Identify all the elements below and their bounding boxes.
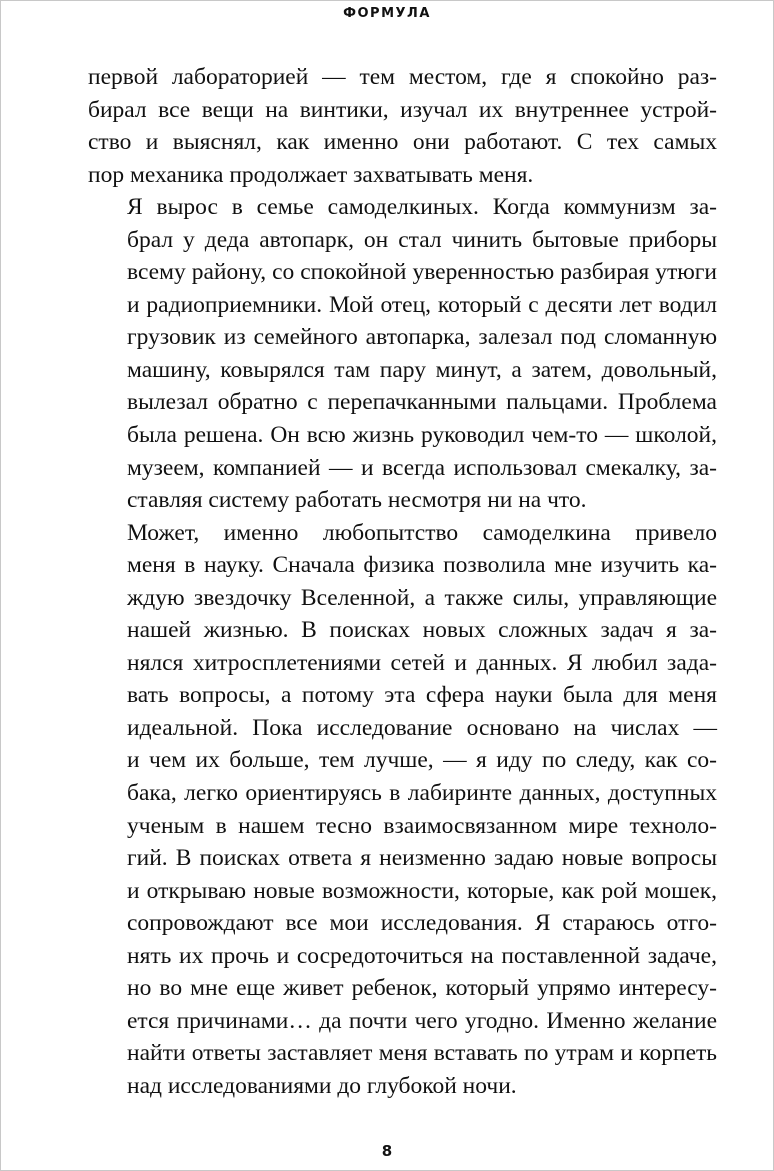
text-line: пор механика продолжает захватывать меня. (88, 161, 534, 188)
text-line: нялся хитросплетениями сетей и данных. Я любил зада- (127, 649, 717, 676)
text-line: ется причинами… да почти чего угодно. Именно желание (127, 1007, 717, 1034)
text-line: гий. В поисках ответа я неизменно задаю новые вопросы (127, 845, 717, 872)
text-line: ждую звездочку Вселенной, а также силы, управляющие (127, 584, 717, 611)
text-line: музеем, компанией — и всегда использовал смекалку, за- (127, 454, 717, 481)
text-line: и чем их больше, тем лучше, — я иду по следу, как со- (127, 747, 717, 774)
text-line: грузовик из семейного автопарка, залезал под сломанную (127, 324, 717, 351)
text-line: вылезал обратно с перепачканными пальцами. Проблема (127, 389, 717, 416)
text-line: сопровождают все мои исследования. Я стараюсь отго- (127, 910, 717, 937)
text-line: бака, легко ориентируясь в лабиринте данных, доступных (127, 780, 717, 807)
text-line: Я вырос в семье самоделкиных. Когда коммунизм за- (127, 194, 717, 221)
text-line: первой лабораторией — тем местом, где я спокойно раз- (88, 64, 717, 90)
text-line: Может, именно любопытство самоделкина привело (127, 519, 717, 546)
paragraph-3 (88, 517, 717, 1103)
text-line: найти ответы заставляет меня вставать по утрам и корпеть (127, 1040, 717, 1067)
text-line: бирал все вещи на винтики, изучал их внутреннее устрой- (88, 96, 717, 123)
page-number: 8 (381, 1142, 393, 1160)
text-line: меня в науку. Сначала физика позволила мне изучить ка- (127, 552, 717, 579)
paragraph-2 (88, 191, 717, 516)
text-line: ученым в нашем тесно взаимосвязанном мире техноло- (127, 812, 717, 839)
text-line: нашей жизнью. В поисках новых сложных задач я за- (127, 617, 717, 644)
text-line: над исследованиями до глубокой ночи. (127, 1072, 517, 1099)
text-line: была решена. Он всю жизнь руководил чем-то — школой, (127, 422, 717, 449)
text-line: всему району, со спокойной уверенностью разбирая утюги (127, 259, 717, 286)
body-text (88, 61, 717, 1103)
text-line: и радиоприемники. Мой отец, который с десяти лет водил (127, 291, 717, 318)
paragraph-1 (88, 61, 717, 191)
text-line: и открываю новые возможности, которые, как рой мошек, (127, 877, 717, 904)
text-line: идеальной. Пока исследование основано на числах — (127, 714, 717, 741)
text-line: ство и выяснял, как именно они работают. С тех самых (88, 129, 717, 156)
text-line: ставляя систему работать несмотря ни на что. (127, 487, 587, 514)
text-line: брал у деда автопарк, он стал чинить бытовые приборы (127, 226, 717, 253)
text-line: но во мне еще живет ребенок, который упрямо интересу- (127, 975, 717, 1002)
text-line: вать вопросы, а потому эта сфера науки была для меня (127, 682, 717, 709)
text-line: нять их прочь и сосредоточиться на поставленной задаче, (127, 942, 717, 969)
text-line: машину, ковырялся там пару минут, а затем, довольный, (127, 356, 717, 383)
running-head: ФОРМУЛА (343, 6, 431, 21)
